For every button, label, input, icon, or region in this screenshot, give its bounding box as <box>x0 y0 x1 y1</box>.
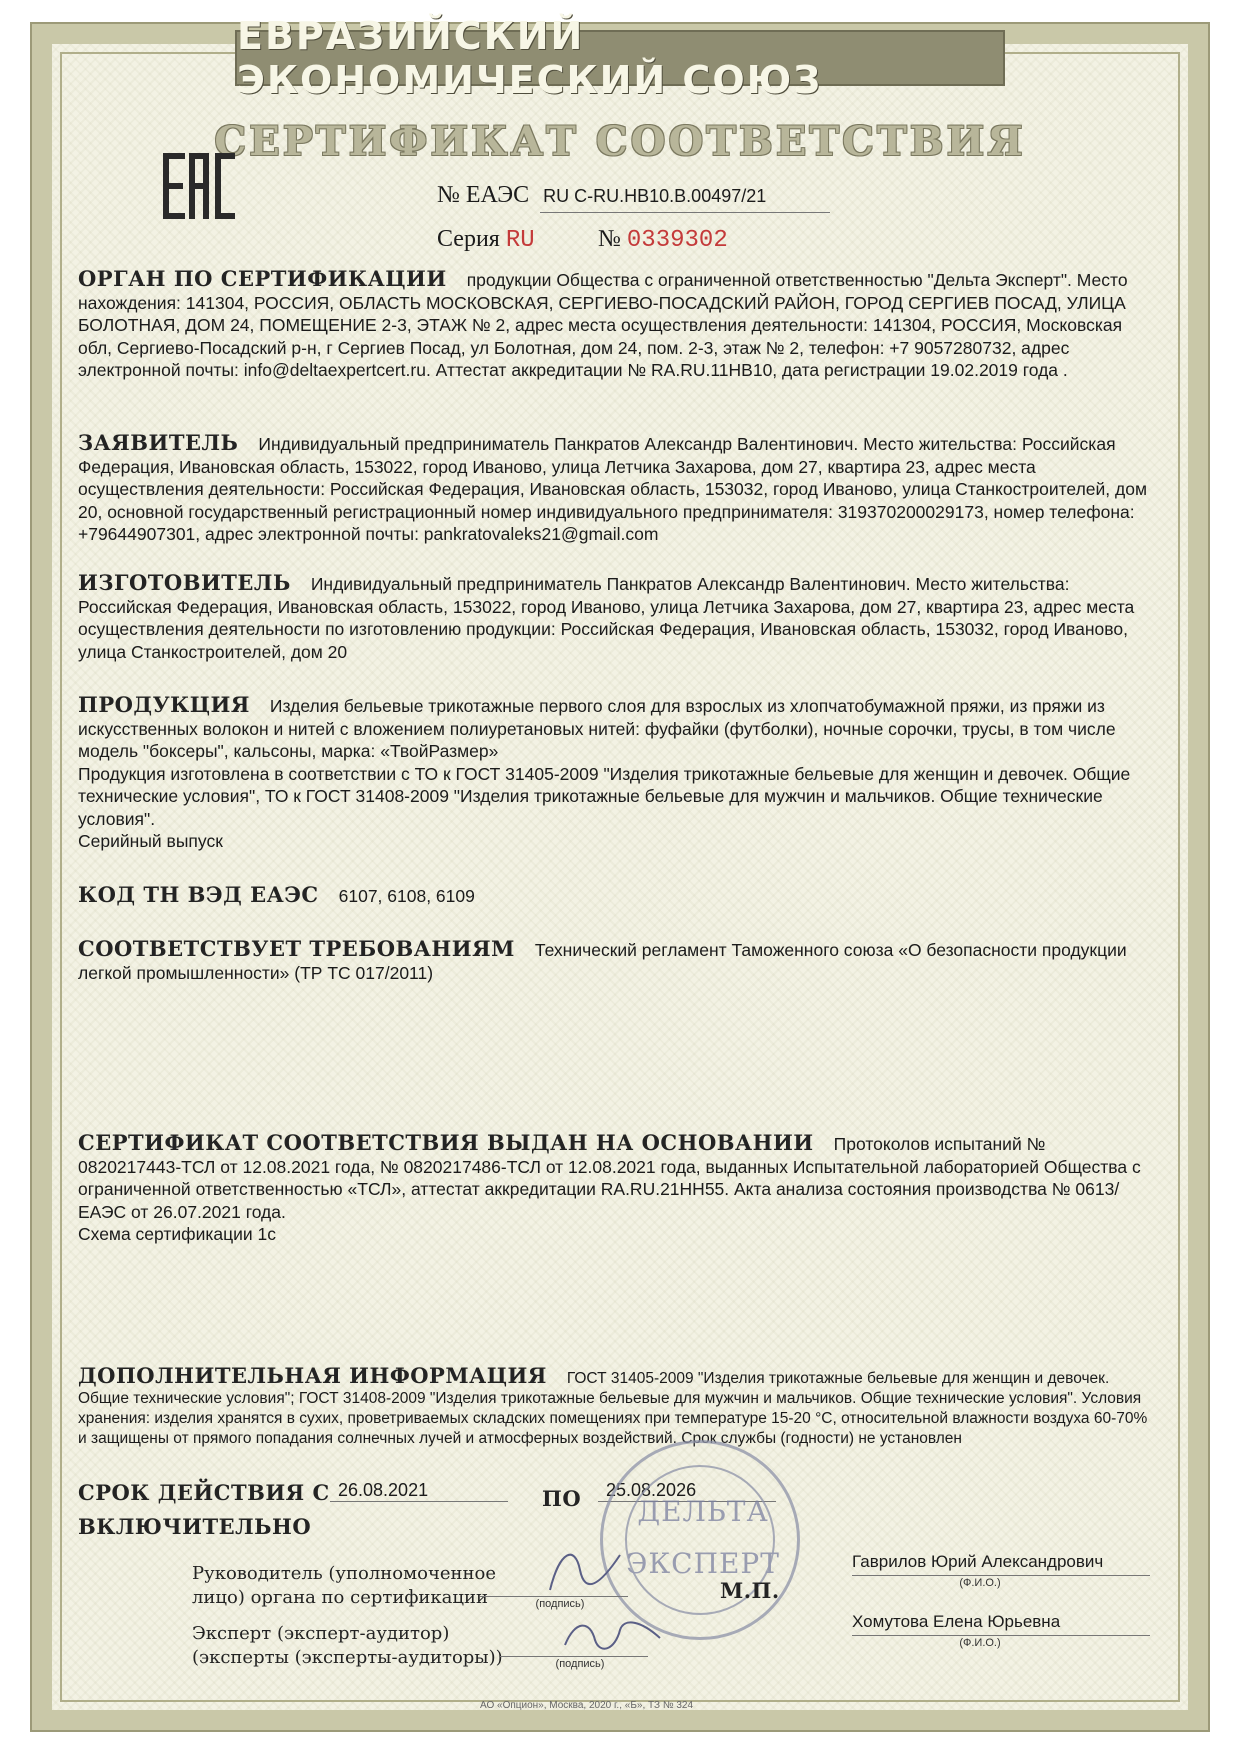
number-underline <box>540 212 830 213</box>
expert-sign-line <box>500 1656 648 1657</box>
head-label-line2: лицо) органа по сертификации <box>192 1587 488 1608</box>
stamp-place-label: М.П. <box>720 1578 780 1603</box>
section-text: Технический регламент Таможенного союза «О безопасности продукции легкой промышленности» (ТР ТС 017/2011) <box>78 940 1127 983</box>
section-head: ОРГАН ПО СЕРТИФИКАЦИИ <box>78 266 447 291</box>
section-certification-body <box>78 268 1148 382</box>
section-text: 6107, 6108, 6109 <box>338 886 475 906</box>
number-prefix: № ЕАЭС <box>437 182 530 208</box>
print-footer: АО «Опцион», Москва, 2020 г., «Б», ТЗ № 324 <box>480 1700 694 1711</box>
section-requirements <box>78 938 1148 984</box>
head-sign-line <box>480 1596 628 1597</box>
section-manufacturer <box>78 572 1148 663</box>
expert-signature-icon <box>560 1610 670 1660</box>
series-label: Серия <box>437 226 500 252</box>
union-header <box>235 14 1005 102</box>
product-serial: Серийный выпуск <box>78 831 223 851</box>
expert-name-line <box>852 1635 1150 1636</box>
expert-name-caption: (Ф.И.О.) <box>959 1637 1001 1649</box>
seal-text-bottom: ЭКСПЕРТ <box>626 1547 780 1580</box>
section-text: Изделия бельевые трикотажные первого слоя для взрослых из хлопчатобумажной пряжи, из пряжи из искусственных волокон и нитей с вложением полиуретановых нитей: фуфайки (футболки), ночные сорочки, трусы, в том числе модель "боксеры", кальсоны, марка: «ТвойРазмер» <box>78 696 1116 761</box>
head-name-caption: (Ф.И.О.) <box>959 1577 1001 1589</box>
section-text: Индивидуальный предприниматель Панкратов Александр Валентинович. Место жительства: Российская Федерация, Ивановская область, 153022, город Иваново, улица Летчика Захарова, дом 27, квартира 23, адрес места осуществления деятельности по изготовлению продукции: Российская Федерация, Ивановская область, 153032, город Иваново, улица Станкостроителей, дом 20 <box>78 574 1135 662</box>
expert-sign-caption: (подпись) <box>555 1658 605 1670</box>
head-label-line1: Руководитель (уполномоченное <box>192 1563 496 1584</box>
seal-text-top: ДЕЛЬТА <box>637 1495 769 1528</box>
series-value: RU <box>505 227 535 254</box>
validity-inclusive: ВКЛЮЧИТЕЛЬНО <box>78 1514 312 1539</box>
expert-name: Хомутова Елена Юрьевна <box>852 1612 1061 1631</box>
section-head: ПРОДУКЦИЯ <box>78 692 250 717</box>
expert-label-line1: Эксперт (эксперт-аудитор) <box>192 1623 450 1644</box>
section-head: ЗАЯВИТЕЛЬ <box>78 430 239 455</box>
series <box>437 226 535 254</box>
validity-from: 26.08.2021 <box>330 1480 508 1502</box>
form-number-label: № <box>598 226 621 252</box>
head-name-line <box>852 1575 1150 1576</box>
section-text: Индивидуальный предприниматель Панкратов Александр Валентинович. Место жительства: Российская Федерация, Ивановская область, 153022, город Иваново, улица Летчика Захарова, дом 27, квартира 23, адрес места осуществления деятельности: Российская Федерация, Ивановская область, 153032, город Иваново, улица Станкостроителей, дом 20, основной государственный регистрационный номер индивидуального предпринимателя: 319370200029173, номер телефона: +79644907301, адрес электронной почты: pankratovaleks21@gmail.com <box>78 434 1148 544</box>
section-product <box>78 694 1148 853</box>
number-value: RU C-RU.НВ10.В.00497/21 <box>543 186 767 206</box>
validity-label-to: ПО <box>542 1486 582 1511</box>
section-head: КОД ТН ВЭД ЕАЭС <box>78 882 319 907</box>
validity-label-from: СРОК ДЕЙСТВИЯ С <box>78 1480 330 1505</box>
head-name: Гаврилов Юрий Александрович <box>852 1552 1104 1571</box>
certification-scheme: Схема сертификации 1с <box>78 1224 277 1244</box>
section-text: ГОСТ 31405-2009 "Изделия трикотажные бельевые для женщин и девочек. Общие технические условия"; ГОСТ 31408-2009 "Изделия трикотажные бельевые для мужчин и мальчиков. Общие технические условия". Условия хранения: изделия хранятся в сухих, проветриваемых складских помещениях при температуре 15-20 °С, относительной влажности воздуха 60-70% и защищены от прямого попадания солнечных лучей и атмосферных воздействий. Срок службы (годности) не установлен <box>78 1370 1148 1447</box>
head-signature-icon <box>540 1540 630 1600</box>
section-head: СООТВЕТСТВУЕТ ТРЕБОВАНИЯМ <box>78 936 515 961</box>
certificate-number <box>437 182 766 209</box>
section-text: Протоколов испытаний № 0820217443-ТСЛ от 12.08.2021 года, № 0820217486-ТСЛ от 12.08.2021 года, выданных Испытательной лабораторией Общества с ограниченной ответственностью «ТСЛ», аттестат аккредитации RA.RU.21НН55. Акта анализа состояния производства № 0613/ЕАЭС от 26.07.2021 года. <box>78 1134 1141 1222</box>
section-additional <box>78 1363 1148 1449</box>
section-head: ИЗГОТОВИТЕЛЬ <box>78 570 291 595</box>
certificate-title: СЕРТИФИКАТ СООТВЕТСТВИЯ <box>214 118 1026 165</box>
head-sign-caption: (подпись) <box>535 1598 585 1610</box>
section-head: ДОПОЛНИТЕЛЬНАЯ ИНФОРМАЦИЯ <box>78 1363 547 1388</box>
section-applicant <box>78 432 1148 546</box>
form-number <box>598 226 728 254</box>
form-number-value: 0339302 <box>626 227 728 254</box>
section-text: продукции Общества с ограниченной ответственностью "Дельта Эксперт". Место нахождения: 141304, РОССИЯ, ОБЛАСТЬ МОСКОВСКАЯ, СЕРГИЕВО-ПОСАДСКИЙ РАЙОН, ГОРОД СЕРГИЕВ ПОСАД, УЛИЦА БОЛОТНАЯ, ДОМ 24, ПОМЕЩЕНИЕ 2-3, ЭТАЖ № 2, адрес места осуществления деятельности: 141304, РОССИЯ, Московская обл, Сергиево-Посадский р-н, г Сергиев Посад, ул Болотная, дом 24, пом. 2-3, этаж № 2, телефон: +7 9057280732, адрес электронной почты: info@deltaexpertcert.ru. Аттестат аккредитации № RA.RU.11НВ10, дата регистрации 19.02.2019 года . <box>78 270 1128 380</box>
expert-label-line2: (эксперты (эксперты-аудиторы)) <box>192 1647 503 1668</box>
validity-to: 25.08.2026 <box>598 1480 776 1502</box>
eac-logo-icon <box>158 150 238 222</box>
section-code <box>78 884 1148 908</box>
section-head: СЕРТИФИКАТ СООТВЕТСТВИЯ ВЫДАН НА ОСНОВАНИИ <box>78 1130 814 1155</box>
product-standards: Продукция изготовлена в соответствии с ТО к ГОСТ 31405-2009 "Изделия трикотажные бельевые для женщин и девочек. Общие технические условия", ТО к ГОСТ 31408-2009 "Изделия трикотажные бельевые для мужчин и мальчиков. Общие технические условия". <box>78 763 1131 829</box>
union-title: ЕВРАЗИЙСКИЙ ЭКОНОМИЧЕСКИЙ СОЮЗ <box>237 14 823 102</box>
section-basis <box>78 1132 1148 1246</box>
